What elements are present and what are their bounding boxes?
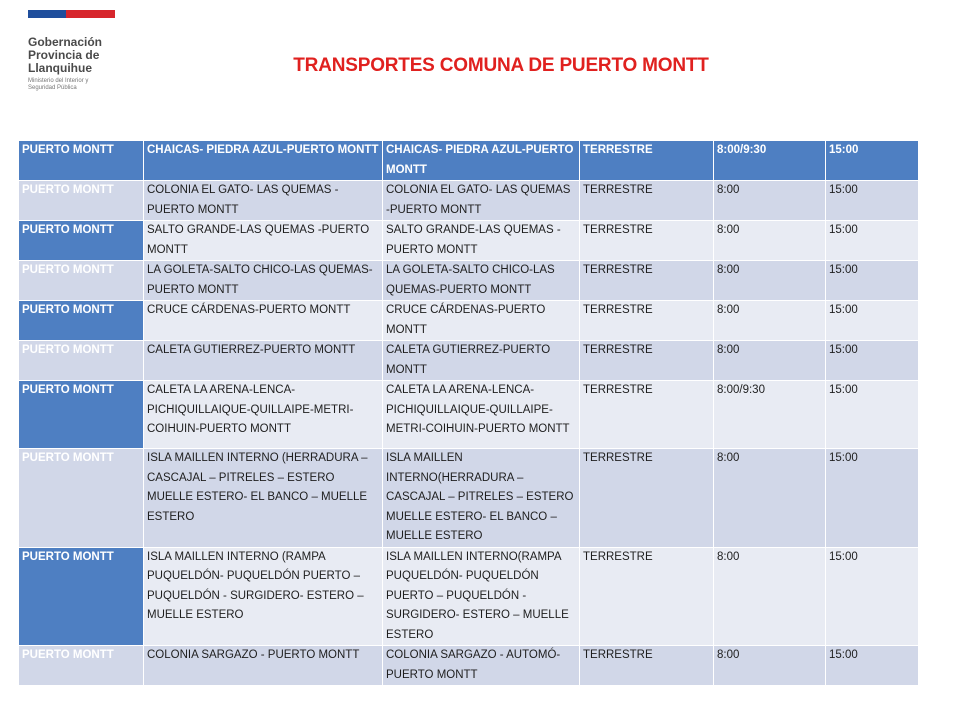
route-outbound-cell: CALETA LA ARENA-LENCA-PICHIQUILLAIQUE-QUILLAIPE-METRI-COIHUIN-PUERTO MONTT <box>144 381 383 449</box>
route-return-cell: SALTO GRANDE-LAS QUEMAS - PUERTO MONTT <box>383 221 580 261</box>
flag-red-segment <box>66 10 115 18</box>
table-row <box>19 141 919 181</box>
departure-time-cell: 8:00 <box>714 301 826 341</box>
table-row <box>19 341 919 381</box>
return-time-cell: 15:00 <box>826 646 919 686</box>
table-row <box>19 301 919 341</box>
transport-type-cell: TERRESTRE <box>580 547 714 646</box>
comuna-cell: PUERTO MONTT <box>19 381 144 449</box>
departure-time-cell: 8:00 <box>714 261 826 301</box>
departure-time-cell: 8:00 <box>714 181 826 221</box>
transport-type-cell: TERRESTRE <box>580 301 714 341</box>
logo-subtitle: Ministerio del Interior y Seguridad Pública <box>28 78 89 91</box>
table-row <box>19 547 919 646</box>
route-return-cell: ISLA MAILLEN INTERNO(RAMPA PUQUELDÓN- PUQUELDÓN PUERTO – PUQUELDÓN - SURGIDERO- ESTERO – MUELLE ESTERO <box>383 547 580 646</box>
departure-time-cell: 8:00 <box>714 341 826 381</box>
return-time-cell: 15:00 <box>826 301 919 341</box>
departure-time-cell: 8:00 <box>714 646 826 686</box>
table-row <box>19 181 919 221</box>
transport-type-cell: TERRESTRE <box>580 341 714 381</box>
return-time-cell: 15:00 <box>826 141 919 181</box>
comuna-cell: PUERTO MONTT <box>19 181 144 221</box>
table-row <box>19 449 919 548</box>
departure-time-cell: 8:00 <box>714 449 826 548</box>
logo-name: Gobernación Provincia de Llanquihue <box>28 35 103 75</box>
route-return-cell: CALETA GUTIERREZ-PUERTO MONTT <box>383 341 580 381</box>
page-title: TRANSPORTES COMUNA DE PUERTO MONTT <box>293 55 709 76</box>
return-time-cell: 15:00 <box>826 341 919 381</box>
comuna-cell: PUERTO MONTT <box>19 341 144 381</box>
comuna-cell: PUERTO MONTT <box>19 646 144 686</box>
gobernacion-logo <box>28 10 148 92</box>
routes-table <box>18 140 919 686</box>
return-time-cell: 15:00 <box>826 381 919 449</box>
table-row <box>19 381 919 449</box>
departure-time-cell: 8:00 <box>714 221 826 261</box>
comuna-cell: PUERTO MONTT <box>19 261 144 301</box>
route-return-cell: COLONIA EL GATO- LAS QUEMAS -PUERTO MONTT <box>383 181 580 221</box>
route-outbound-cell: CRUCE CÁRDENAS-PUERTO MONTT <box>144 301 383 341</box>
transport-type-cell: TERRESTRE <box>580 261 714 301</box>
transport-type-cell: TERRESTRE <box>580 141 714 181</box>
return-time-cell: 15:00 <box>826 547 919 646</box>
route-outbound-cell: CALETA GUTIERREZ-PUERTO MONTT <box>144 341 383 381</box>
flag-blue-segment <box>28 10 66 18</box>
return-time-cell: 15:00 <box>826 221 919 261</box>
route-outbound-cell: COLONIA EL GATO- LAS QUEMAS - PUERTO MONTT <box>144 181 383 221</box>
return-time-cell: 15:00 <box>826 181 919 221</box>
transport-type-cell: TERRESTRE <box>580 221 714 261</box>
route-outbound-cell: SALTO GRANDE-LAS QUEMAS -PUERTO MONTT <box>144 221 383 261</box>
route-return-cell: CHAICAS- PIEDRA AZUL-PUERTO MONTT <box>383 141 580 181</box>
table-row <box>19 261 919 301</box>
route-outbound-cell: LA GOLETA-SALTO CHICO-LAS QUEMAS-PUERTO MONTT <box>144 261 383 301</box>
departure-time-cell: 8:00 <box>714 547 826 646</box>
comuna-cell: PUERTO MONTT <box>19 449 144 548</box>
route-outbound-cell: CHAICAS- PIEDRA AZUL-PUERTO MONTT <box>144 141 383 181</box>
departure-time-cell: 8:00/9:30 <box>714 381 826 449</box>
route-outbound-cell: COLONIA SARGAZO - PUERTO MONTT <box>144 646 383 686</box>
departure-time-cell: 8:00/9:30 <box>714 141 826 181</box>
comuna-cell: PUERTO MONTT <box>19 141 144 181</box>
route-return-cell: CALETA LA ARENA-LENCA-PICHIQUILLAIQUE-QUILLAIPE-METRI-COIHUIN-PUERTO MONTT <box>383 381 580 449</box>
route-outbound-cell: ISLA MAILLEN INTERNO (RAMPA PUQUELDÓN- PUQUELDÓN PUERTO – PUQUELDÓN - SURGIDERO- ESTERO – MUELLE ESTERO <box>144 547 383 646</box>
table-row <box>19 221 919 261</box>
transport-type-cell: TERRESTRE <box>580 181 714 221</box>
comuna-cell: PUERTO MONTT <box>19 547 144 646</box>
flag-bar <box>28 10 115 18</box>
transport-type-cell: TERRESTRE <box>580 449 714 548</box>
route-return-cell: LA GOLETA-SALTO CHICO-LAS QUEMAS-PUERTO MONTT <box>383 261 580 301</box>
route-return-cell: COLONIA SARGAZO - AUTOMÓ-PUERTO MONTT <box>383 646 580 686</box>
route-outbound-cell: ISLA MAILLEN INTERNO (HERRADURA – CASCAJAL – PITRELES – ESTERO MUELLE ESTERO- EL BANCO – MUELLE ESTERO <box>144 449 383 548</box>
route-return-cell: ISLA MAILLEN INTERNO(HERRADURA – CASCAJAL – PITRELES – ESTERO MUELLE ESTERO- EL BANCO – MUELLE ESTERO <box>383 449 580 548</box>
table-row <box>19 646 919 686</box>
comuna-cell: PUERTO MONTT <box>19 301 144 341</box>
comuna-cell: PUERTO MONTT <box>19 221 144 261</box>
route-return-cell: CRUCE CÁRDENAS-PUERTO MONTT <box>383 301 580 341</box>
return-time-cell: 15:00 <box>826 261 919 301</box>
transport-type-cell: TERRESTRE <box>580 381 714 449</box>
return-time-cell: 15:00 <box>826 449 919 548</box>
transport-type-cell: TERRESTRE <box>580 646 714 686</box>
